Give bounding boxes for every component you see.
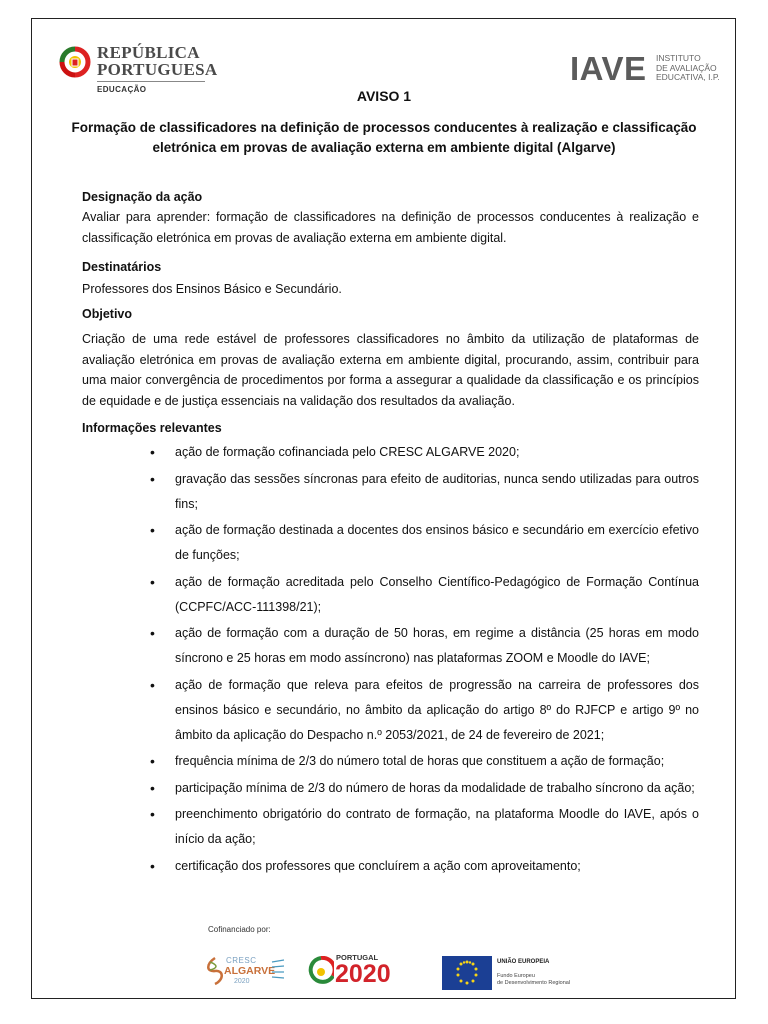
list-item: • ação de formação acreditada pelo Conselho Científico-Pedagógico de Formação Contínua (CCPFC/ACC-111398/21); bbox=[82, 570, 699, 620]
objetivo-text: Criação de uma rede estável de professores classificadores no âmbito da utilização de plataformas de avaliação eletrónica em provas de avaliação externa em ambiente digital, procurando, assim, contribuir para uma maior convergência de procedimentos por forma a assegurar a qualidade da classificação e os princípios de equidade e de justiça essenciais na validação dos resultados da avaliação. bbox=[82, 332, 699, 408]
portugal-2020-emblem-icon bbox=[308, 956, 334, 988]
ue-text: UNIÃO EUROPEIA bbox=[497, 959, 550, 965]
uniao-europeia-logo bbox=[442, 956, 582, 990]
republica-text: REPÚBLICA bbox=[97, 43, 200, 62]
cresc-rays-icon bbox=[270, 958, 286, 982]
list-item: • ação de formação que releva para efeitos de progressão na carreira de professores dos ensinos básico e secundário, no âmbito da aplicação do artigo 8º do RJFCP e artigo 9º no âmbito da aplicação do Despacho n.º 2053/2021, de 24 de fevereiro de 2021; bbox=[82, 673, 699, 748]
portugal-emblem-icon bbox=[58, 42, 92, 82]
iave-logo bbox=[570, 50, 720, 87]
list-item: • preenchimento obrigatório do contrato de formação, na plataforma Moodle do IAVE, após o início da ação; bbox=[82, 802, 699, 852]
page-title: AVISO 1 bbox=[356, 88, 412, 104]
cofinanciado-label: Cofinanciado por: bbox=[208, 925, 271, 934]
ue-fund-line2: de Desenvolvimento Regional bbox=[497, 980, 571, 986]
list-item: • ação de formação com a duração de 50 horas, em regime a distância (25 horas em modo síncrono e 25 horas em modo assíncrono) nas plataformas ZOOM e Moodle do IAVE; bbox=[82, 621, 699, 671]
destinatarios-heading: Destinatários bbox=[82, 260, 162, 274]
destinatarios-text: Professores dos Ensinos Básico e Secundário. bbox=[82, 282, 342, 296]
page-subtitle: Formação de classificadores na definição de processos conducentes à realização e classificação eletrónica em provas de avaliação externa em ambiente digital (Algarve) bbox=[71, 120, 697, 155]
ue-fund-line1: Fundo Europeu bbox=[497, 973, 535, 979]
eu-flag-icon bbox=[442, 956, 492, 990]
cresc-year-text: 2020 bbox=[234, 978, 250, 985]
list-item: • gravação das sessões síncronas para efeito de auditorias, nunca sendo utilizadas para outros fins; bbox=[82, 467, 699, 517]
iave-wordmark: IAVE bbox=[570, 50, 647, 87]
list-item: • certificação dos professores que concluírem a ação com aproveitamento; bbox=[82, 854, 699, 879]
designacao-heading: Designação da ação bbox=[82, 190, 203, 204]
objetivo-heading: Objetivo bbox=[82, 307, 133, 321]
portugal-year-text: 2020 bbox=[335, 960, 391, 988]
portugal-2020-logo bbox=[308, 950, 403, 992]
funding-logos bbox=[204, 950, 584, 992]
informacoes-heading: Informações relevantes bbox=[82, 421, 222, 435]
portugal-text: PORTUGAL bbox=[336, 953, 379, 962]
list-item: • ação de formação cofinanciada pelo CRESC ALGARVE 2020; bbox=[82, 440, 699, 465]
cresc-algarve-logo bbox=[204, 950, 289, 992]
list-item: • ação de formação destinada a docentes dos ensinos básico e secundário em exercício efetivo de funções; bbox=[82, 518, 699, 568]
portuguesa-text: PORTUGUESA bbox=[97, 60, 218, 79]
algarve-text: ALGARVE bbox=[224, 965, 276, 977]
informacoes-list bbox=[82, 440, 699, 880]
educacao-text: EDUCAÇÃO bbox=[97, 85, 147, 94]
designacao-text: Avaliar para aprender: formação de classificadores na definição de processos conducentes à realização e classificação eletrónica em provas de avaliação externa em ambiente digital. bbox=[82, 210, 699, 245]
cresc-text: CRESC bbox=[226, 956, 257, 965]
list-item: • frequência mínima de 2/3 do número total de horas que constituem a ação de formação; bbox=[82, 749, 699, 774]
iave-subtitle: INSTITUTO DE AVALIAÇÃO EDUCATIVA, I.P. bbox=[656, 53, 720, 82]
logo-divider bbox=[97, 81, 205, 82]
list-item: • participação mínima de 2/3 do número de horas da modalidade de trabalho síncrono da ação; bbox=[82, 776, 699, 801]
cresc-swirl-icon bbox=[204, 956, 226, 986]
